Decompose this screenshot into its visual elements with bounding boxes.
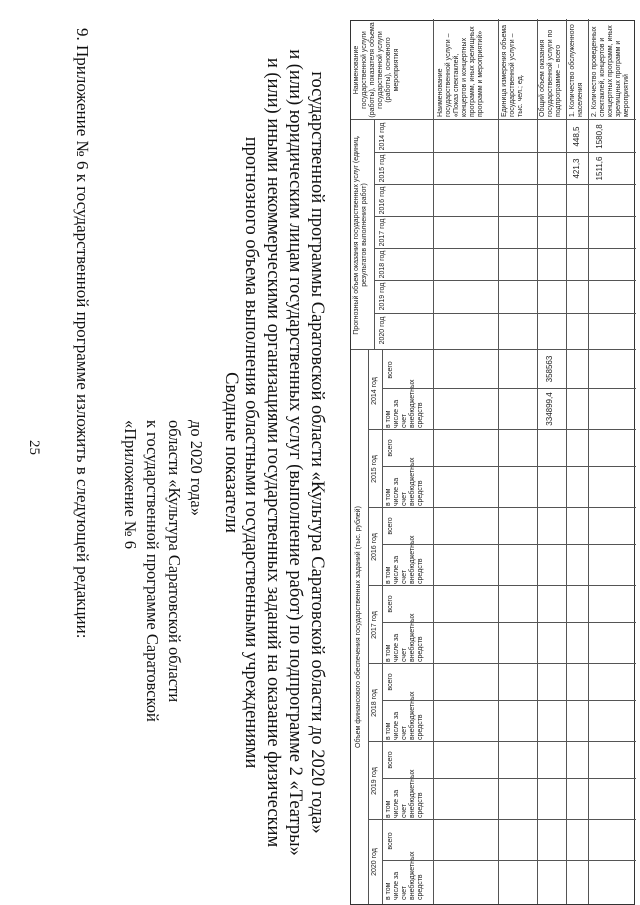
appendix-line-2: к государственной программе Саратовской xyxy=(143,420,162,722)
fin-year-2017: 2017 год xyxy=(371,611,378,639)
table-cell: 334899,4 xyxy=(545,392,554,426)
col-name-header: Наименование государственной услуги (работы), показателя объема государственной услуги (работы), основного мероприятия xyxy=(353,22,400,118)
fin-2014-incl: в том числе за счет внебюджетных средств xyxy=(385,379,424,428)
table-cell: 421,3 xyxy=(572,158,581,179)
table-row-label: 1. Количество обслуженного населения xyxy=(569,24,584,117)
title-line-5: государственной программы Саратовской области «Культура Саратовской области до 2020 года» xyxy=(307,71,327,834)
title-line-4: и (или) юридическим лицам государственных услуг (выполнение работ) по подпрограмме 2 «Театры» xyxy=(285,49,305,856)
fin-2019-total: всего xyxy=(387,751,394,769)
summary-table xyxy=(350,20,635,905)
fin-2020-incl: в том числе за счет внебюджетных средств xyxy=(385,851,424,900)
fin-2017-incl: в том числе за счет внебюджетных средств xyxy=(385,613,424,662)
finance-header: Объем финансового обеспечения государственных заданий (тыс. рублей) xyxy=(355,506,362,748)
vol-year-2014: 2014 год xyxy=(379,122,386,151)
fin-2018-total: всего xyxy=(387,673,394,691)
fin-year-2015: 2015 год xyxy=(371,455,378,483)
table-cell: 358563 xyxy=(545,355,554,383)
table-cell: 1580,8 xyxy=(595,124,604,149)
title-line-1: Сводные показатели xyxy=(221,372,241,533)
page-number: 25 xyxy=(26,440,42,455)
appendix-line-1: «Приложение № 6 xyxy=(121,420,140,550)
fin-2015-total: всего xyxy=(387,439,394,457)
fin-year-2020: 2020 год xyxy=(371,848,378,876)
table-row-label: Наименование государственной услуги – «Показ спектаклей, концертов и концертных программ, иных зрелищных программ и мероприятий» xyxy=(437,26,484,117)
table-row-label: Общий объем оказания государственной услуги по подпрограмме – всего xyxy=(539,29,562,117)
vol-year-2015: 2015 год xyxy=(379,154,386,183)
fin-2016-incl: в том числе за счет внебюджетных средств xyxy=(385,535,424,584)
fin-2016-total: всего xyxy=(387,517,394,535)
intro-text: 9. Приложение № 6 к государственной программе изложить в следующей редакции: xyxy=(73,28,92,639)
vol-year-2020: 2020 год xyxy=(379,316,386,345)
table-row-label: Единица измерения объема государственной услуги – тыс. чел.; ед. xyxy=(501,24,524,117)
title-line-2: прогнозного объема выполнения областными государственными учреждениями xyxy=(241,136,261,769)
vol-year-2016: 2016 год xyxy=(379,186,386,215)
fin-2020-total: всего xyxy=(387,832,394,850)
table-cell: 1511,6 xyxy=(595,156,604,181)
title-line-3: и (или) иными некоммерческими организациями государственных заданий на оказание физическим xyxy=(263,57,283,848)
fin-2019-incl: в том числе за счет внебюджетных средств xyxy=(385,769,424,818)
vol-year-2018: 2018 год xyxy=(379,250,386,279)
table-cell: 448,5 xyxy=(572,126,581,147)
vol-year-2017: 2017 год xyxy=(379,218,386,247)
fin-2014-total: всего xyxy=(387,361,394,379)
fin-year-2014: 2014 год xyxy=(371,377,378,405)
fin-year-2016: 2016 год xyxy=(371,533,378,561)
vol-year-2019: 2019 год xyxy=(379,282,386,311)
appendix-line-4: до 2020 года» xyxy=(187,420,206,516)
volume-header: Прогнозный объем оказания государственных услуг (единиц, результатов выполнения работ) xyxy=(353,135,368,335)
appendix-line-3: области «Культура Саратовской области xyxy=(165,420,184,703)
fin-2018-incl: в том числе за счет внебюджетных средств xyxy=(385,691,424,740)
fin-year-2019: 2019 год xyxy=(371,767,378,795)
fin-2015-incl: в том числе за счет внебюджетных средств xyxy=(385,457,424,506)
fin-2017-total: всего xyxy=(387,595,394,613)
table-row-label: 2. Количество проведенных спектаклей, концертов и концертных программ, иных зрелищных программ и мероприятий xyxy=(591,25,630,117)
fin-year-2018: 2018 год xyxy=(371,689,378,717)
